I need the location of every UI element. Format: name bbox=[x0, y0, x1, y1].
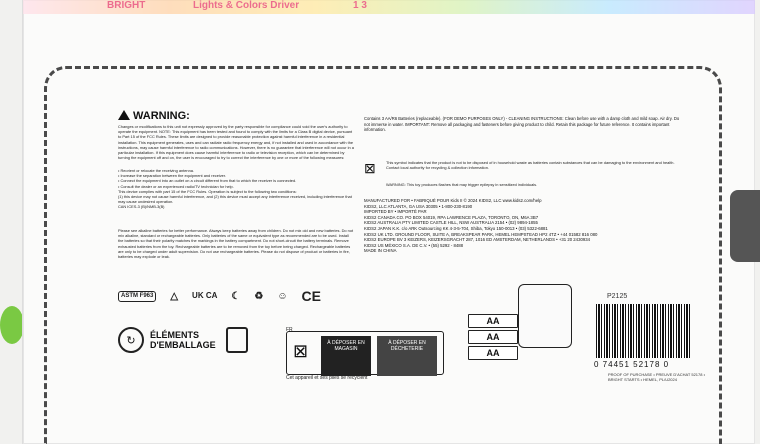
fr-note: Cet appareil et ses piles se recyclent bbox=[286, 375, 368, 381]
warning-title: WARNING: bbox=[133, 110, 190, 122]
fcc-measures bbox=[118, 168, 354, 210]
green-toy-part bbox=[0, 306, 24, 344]
recycle-icon: ♻ bbox=[254, 290, 264, 302]
face-icon: ☺ bbox=[277, 290, 288, 302]
warning-triangle-icon bbox=[118, 110, 130, 120]
mfr-line: MADE IN CHINA bbox=[364, 248, 397, 254]
crossed-bin-icon: ⊠ bbox=[293, 341, 309, 361]
battery-diagram bbox=[468, 278, 574, 364]
mfr-line: KIDS2 JAPAN K.K. c/o ARK Outsourcing KK 4-3-5-704, Shiba, Tokyo 150-0013 • (03) 5322-6881 bbox=[364, 225, 548, 231]
proof-of-purchase: PROOF OF PURCHASE • PREUVE D'ACHAT 52178 • BRIGHT STARTS • HEMEL, PL/U2024 bbox=[608, 372, 705, 382]
mfr-line: KIDS2 AUSTRALIA PTY LIMITED CASTLE HILL, NSW AUSTRALIA 2154 • (02) 9894-1855 bbox=[364, 220, 538, 226]
warning-paragraph: Changes or modifications to this unit not expressly approved by the party responsible for compliance could void the user's authority to operate the equipment. NOTE: This equipment has been tested and found to comply with the limits for a Class B digital device, pursuant to Part 15 of the FCC Rules. These limits are designed to provide reasonable protection against harmful interference in a residential installation. This equipment generates, uses and can radiate radio frequency energy and, if not installed and used in accordance with the instructions, may cause harmful interference to radio communications. However, there is no guarantee that interference will not occur in a particular installation. If this equipment does cause harmful interference to radio or television reception, which can be determined by turning the equipment off and on, the user is encouraged to try to correct the interference by one or more of the following measures: bbox=[118, 124, 354, 161]
side-cutout-window bbox=[730, 190, 760, 262]
measure-line: (1) this device may not cause harmful interference, and (2) this device must accept any interference received, including interference that may cause undesired operation. bbox=[118, 194, 352, 205]
warning-heading bbox=[118, 110, 190, 122]
measure-line: CAN ICES-3 (B)/NMB-3(B) bbox=[118, 204, 165, 210]
barcode-number: 0 74451 52178 0 bbox=[594, 360, 670, 369]
astm-icon: ASTM F963 bbox=[118, 291, 156, 302]
mfr-line: MANUFACTURED FOR • FABRIQUÉ POUR Kids II © 2024 KIDS2, LLC www.kids2.com/help bbox=[364, 198, 542, 203]
yellow-bin-icon bbox=[226, 327, 248, 353]
mfr-line: IMPORTED BY • IMPORTÉ PAR bbox=[364, 209, 427, 215]
battery-cell: AA bbox=[468, 330, 518, 344]
contents-header: Contains 3 AA/R6 Batteries (replaceable). (FOR DEMO PURPOSES ONLY) - CLEANING INSTRUCTIONS: Clean before use with a damp cloth and mild soap. Air dry. Do not immerse in water. IMPORTANT: Remove all packaging and fasteners before giving product to child. Retain this package for future reference. It contains important information. bbox=[364, 116, 680, 132]
measure-line: • Increase the separation between the equipment and receiver. bbox=[118, 173, 226, 179]
battery-cell: AA bbox=[468, 314, 518, 328]
mfr-line: KIDS2 CANADA CO. PO BOX 54019, RPA LAWRENCE PLAZA, TORONTO, ON, M6A 3B7 bbox=[364, 214, 539, 220]
brand-strip bbox=[23, 0, 755, 14]
measure-line: This device complies with part 15 of the FCC Rules. Operation is subject to the following two conditions: bbox=[118, 188, 297, 194]
ce-mark-icon: CE bbox=[301, 288, 321, 304]
mfr-line: KIDS2, LLC ATLANTA, GA USA 30305 • 1-800-230-8190 bbox=[364, 203, 473, 209]
fr-box bbox=[286, 331, 444, 375]
ukca-icon: UK CA bbox=[192, 291, 218, 300]
moon-icon: ☾ bbox=[231, 290, 241, 302]
brand-strip-text-3: 1 3 bbox=[353, 0, 367, 11]
battery-door bbox=[518, 284, 572, 348]
fr-center-drop: À DÉPOSER EN DÉCHETERIE bbox=[377, 336, 437, 376]
manufacturer-block bbox=[364, 198, 597, 254]
fr-store-drop: À DÉPOSER EN MAGASIN bbox=[321, 336, 371, 376]
measure-line: • Consult the dealer or an experienced radio/TV technician for help. bbox=[118, 183, 234, 189]
weee-crossed-bin-icon: ⊠ bbox=[364, 160, 376, 176]
brand-strip-text-1: BRIGHT bbox=[107, 0, 146, 11]
mfr-line: KIDS2 US MÉXICO S.A. DE C.V. • (55) 5292 - 8488 bbox=[364, 242, 464, 248]
measure-line: • Connect the equipment into an outlet on a circuit different from that to which the receiver is connected. bbox=[118, 178, 297, 184]
battery-cell: AA bbox=[468, 346, 518, 360]
mfr-line: KIDS2 UK LTD. GROUND FLOOR, SUITE A, BREAKSPEAR PARK, HEMEL HEMPSTEAD HP2 4TZ • +44 01582 816 080 bbox=[364, 231, 598, 237]
mfr-line: KIDS2 EUROPE BV 3 KEIZERS, KEIZERSGRACHT 287, 1016 ED AMSTERDAM, NETHERLANDS • +31 20 2430934 bbox=[364, 237, 591, 243]
triangle-icon: △ bbox=[170, 290, 179, 302]
measure-line: • Reorient or relocate the receiving antenna. bbox=[118, 168, 194, 173]
weee-text: This symbol indicates that the product is not to be disposed of in household waste as batteries contain substances that can be damaging to the environment and health. Contact local authority for recycling & collection information. bbox=[386, 160, 675, 171]
elements-label: ÉLÉMENTS D'EMBALLAGE bbox=[150, 330, 216, 350]
battery-safety-text: Please see alkaline batteries for better performance. Always keep batteries away from children. Do not mix old and new batteries. Do not mix alkaline, standard or rechargeable batteries. Only batteries of the same or equivalent type as recommended are to be used. Install the batteries so that their polarity matches the markings in the battery compartment. Do not short-circuit the battery terminals. Remove exhausted batteries from the toy. Rechargeable batteries are to be removed from the toy before being charged. Rechargeable batteries are only to be charged under adult supervision. Do not use rechargeable batteries. Please do not dispose of product or batteries in fire, batteries may explode or leak. bbox=[118, 228, 354, 260]
fr-label: FR bbox=[286, 327, 293, 333]
photosensitive-warning: WARNING: This toy produces flashes that may trigger epilepsy in sensitized individuals. bbox=[386, 182, 538, 187]
certification-icons bbox=[118, 288, 321, 304]
triman-icon: ↻ bbox=[118, 327, 144, 353]
barcode bbox=[596, 304, 690, 358]
packaging-elements-badge bbox=[118, 327, 248, 353]
product-code: P2125 bbox=[607, 293, 628, 300]
brand-strip-text-2: Lights & Colors Driver bbox=[193, 0, 300, 11]
